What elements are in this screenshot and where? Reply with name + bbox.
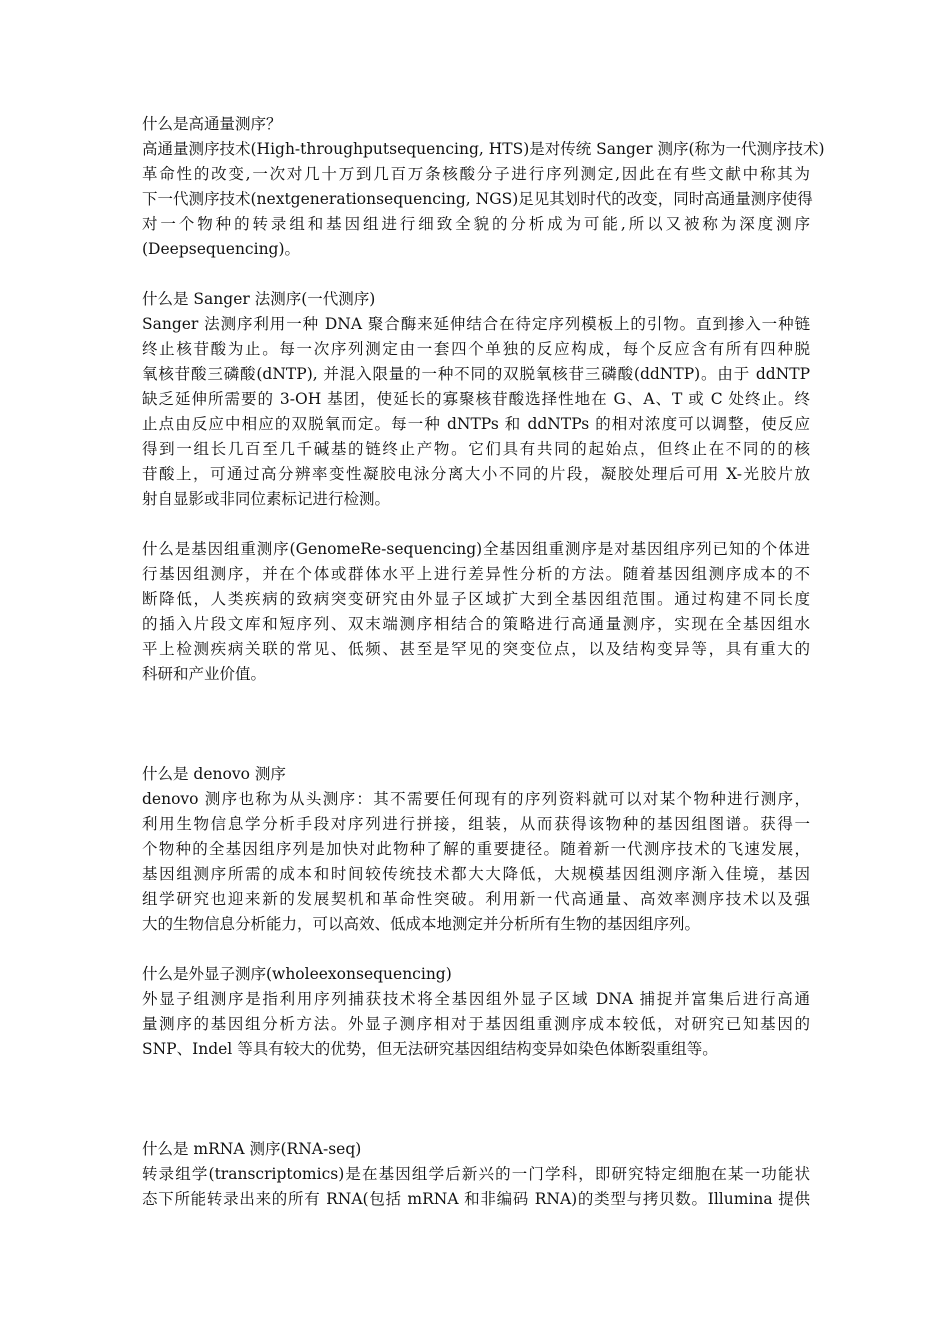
- paragraph-line: 止点由反应中相应的双脱氧而定。每一种 dNTPs 和 ddNTPs 的相对浓度可以调整，使反应: [142, 415, 810, 433]
- paragraph-line: 革命性的改变,一次对几十万到几百万条核酸分子进行序列测定,因此在有些文献中称其为: [142, 165, 810, 183]
- paragraph-line: 下一代测序技术(nextgenerationsequencing, NGS)足见其划时代的改变，同时高通量测序使得: [142, 190, 813, 208]
- paragraph-line: 得到一组长几百至几千碱基的链终止产物。它们具有共同的起始点，但终止在不同的的核: [142, 440, 810, 458]
- paragraph-line: 大的生物信息分析能力，可以高效、低成本地测定并分析所有生物的基因组序列。: [142, 915, 701, 933]
- paragraph-line: 的插入片段文库和短序列、双末端测序相结合的策略进行高通量测序，实现在全基因组水: [142, 615, 810, 633]
- section-denovo: [142, 762, 810, 937]
- paragraph-line: 什么是基因组重测序(GenomeRe-sequencing)全基因组重测序是对基因组序列已知的个体进: [142, 540, 810, 558]
- paragraph-line: denovo 测序也称为从头测序：其不需要任何现有的序列资料就可以对某个物种进行测序，: [142, 790, 810, 808]
- paragraph-line: 缺乏延伸所需要的 3-OH 基团，使延长的寡聚核苷酸选择性地在 G、A、T 或 C 处终止。终: [142, 390, 810, 408]
- paragraph-line: 高通量测序技术(High-throughputsequencing, HTS)是对传统 Sanger 测序(称为一代测序技术): [142, 140, 825, 158]
- paragraph-line: 氧核苷酸三磷酸(dNTP), 并混入限量的一种不同的双脱氧核苷三磷酸(ddNTP)。由于 ddNTP: [142, 365, 810, 383]
- paragraph-line: SNP、Indel 等具有较大的优势，但无法研究基因组结构变异如染色体断裂重组等。: [142, 1040, 718, 1058]
- section-rnaseq: [142, 1137, 810, 1212]
- section-heading: 什么是 Sanger 法测序(一代测序): [142, 290, 376, 308]
- paragraph-line: 射自显影或非同位素标记进行检测。: [142, 490, 391, 508]
- paragraph-line: 苷酸上，可通过高分辨率变性凝胶电泳分离大小不同的片段，凝胶处理后可用 X-光胶片放: [142, 465, 810, 483]
- paragraph-line: 行基因组测序，并在个体或群体水平上进行差异性分析的方法。随着基因组测序成本的不: [142, 565, 810, 583]
- paragraph-line: 态下所能转录出来的所有 RNA(包括 mRNA 和非编码 RNA)的类型与拷贝数。Illumina 提供: [142, 1190, 810, 1208]
- paragraph-line: 个物种的全基因组序列是加快对此物种了解的重要捷径。随着新一代测序技术的飞速发展，: [142, 840, 810, 858]
- section-sanger: [142, 287, 810, 512]
- section-heading: 什么是高通量测序？: [142, 115, 282, 133]
- section-heading: 什么是 denovo 测序: [142, 765, 286, 783]
- section-exome: [142, 962, 810, 1062]
- paragraph-line: 利用生物信息学分析手段对序列进行拼接，组装，从而获得该物种的基因组图谱。获得一: [142, 815, 810, 833]
- document-page: [142, 112, 825, 1212]
- paragraph-line: 断降低，人类疾病的致病突变研究由外显子区域扩大到全基因组范围。通过构建不同长度: [142, 590, 810, 608]
- paragraph-line: 基因组测序所需的成本和时间较传统技术都大大降低，大规模基因组测序渐入佳境，基因: [142, 865, 810, 883]
- paragraph-line: 平上检测疾病关联的常见、低频、甚至是罕见的突变位点，以及结构变异等，具有重大的: [142, 640, 810, 658]
- paragraph-line: 量测序的基因组分析方法。外显子测序相对于基因组重测序成本较低，对研究已知基因的: [142, 1015, 810, 1033]
- section-hts: [142, 112, 825, 262]
- paragraph-line: Sanger 法测序利用一种 DNA 聚合酶来延伸结合在待定序列模板上的引物。直到掺入一种链: [142, 315, 810, 333]
- section-heading: 什么是外显子测序(wholeexonsequencing): [142, 965, 452, 983]
- paragraph-line: 对一个物种的转录组和基因组进行细致全貌的分析成为可能,所以又被称为深度测序: [142, 215, 810, 233]
- paragraph-line: 终止核苷酸为止。每一次序列测定由一套四个单独的反应构成，每个反应含有所有四种脱: [142, 340, 810, 358]
- paragraph-line: 组学研究也迎来新的发展契机和革命性突破。利用新一代高通量、高效率测序技术以及强: [142, 890, 810, 908]
- paragraph-line: 科研和产业价值。: [142, 665, 267, 683]
- section-resequencing: [142, 537, 810, 687]
- section-heading: 什么是 mRNA 测序(RNA-seq): [142, 1140, 362, 1158]
- paragraph-line: 外显子组测序是指利用序列捕获技术将全基因组外显子区域 DNA 捕捉并富集后进行高通: [142, 990, 810, 1008]
- paragraph-line: (Deepsequencing)。: [142, 240, 301, 258]
- paragraph-line: 转录组学(transcriptomics)是在基因组学后新兴的一门学科，即研究特定细胞在某一功能状: [142, 1165, 810, 1183]
